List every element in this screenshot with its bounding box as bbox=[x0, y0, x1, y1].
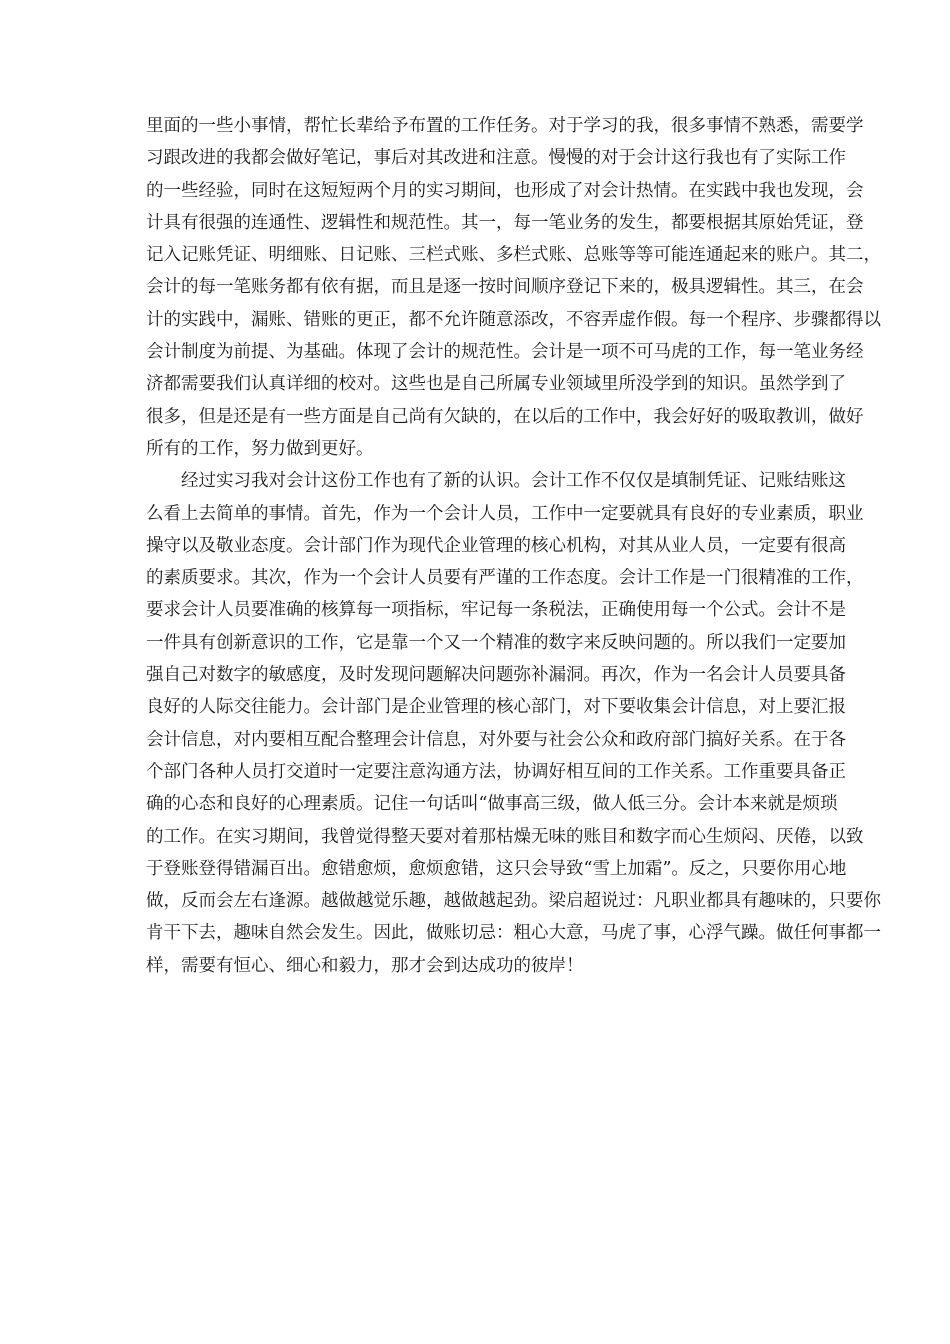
document-page bbox=[146, 110, 881, 982]
text-line: 计的实践中，漏账、错账的更正，都不允许随意添改，不容弄虚作假。每一个程序、步骤都得以 bbox=[146, 309, 881, 330]
text-line: 的工作。在实习期间，我曾觉得整天要对着那枯燥无味的账目和数字而心生烦闷、厌倦，以致 bbox=[146, 826, 864, 847]
text-line: 肯干下去，趣味自然会发生。因此，做账切忌：粗心大意，马虎了事，心浮气躁。做任何事都一 bbox=[146, 923, 881, 944]
text-line: 计具有很强的连通性、逻辑性和规范性。其一，每一笔业务的发生，都要根据其原始凭证，登 bbox=[146, 212, 864, 233]
text-line: 确的心态和良好的心理素质。记住一句话叫“做事高三级，做人低三分。会计本来就是烦琐 bbox=[146, 794, 838, 815]
text-line: 操守以及敬业态度。会计部门作为现代企业管理的核心机构，对其从业人员，一定要有很高 bbox=[146, 535, 846, 556]
text-line: 济都需要我们认真详细的校对。这些也是自己所属专业领域里所没学到的知识。虽然学到了 bbox=[146, 374, 846, 395]
paragraph-2 bbox=[146, 465, 881, 982]
text-line: 的素质要求。其次，作为一个会计人员要有严谨的工作态度。会计工作是一门很精准的工作， bbox=[146, 568, 864, 589]
text-line: 里面的一些小事情，帮忙长辈给予布置的工作任务。对于学习的我，很多事情不熟悉，需要学 bbox=[146, 116, 864, 136]
text-line: 会计信息，对内要相互配合整理会计信息，对外要与社会公众和政府部门搞好关系。在于各 bbox=[146, 729, 846, 750]
text-line: 么看上去简单的事情。首先，作为一个会计人员，工作中一定要就具有良好的专业素质，职业 bbox=[146, 503, 864, 524]
text-line: 习跟改进的我都会做好笔记，事后对其改进和注意。慢慢的对于会计这行我也有了实际工作 bbox=[146, 148, 846, 169]
text-line: 一件具有创新意识的工作，它是靠一个又一个精准的数字来反映问题的。所以我们一定要加 bbox=[146, 632, 846, 653]
text-line: 记入记账凭证、明细账、日记账、三栏式账、多栏式账、总账等等可能连通起来的账户。其二， bbox=[146, 245, 881, 266]
text-line: 做，反而会左右逢源。越做越觉乐趣，越做越起劲。梁启超说过：凡职业都具有趣味的，只要你 bbox=[146, 891, 881, 912]
text-line: 会计的每一笔账务都有依有据，而且是逐一按时间顺序登记下来的，极具逻辑性。其三，在会 bbox=[146, 277, 864, 298]
text-line: 很多，但是还是有一些方面是自己尚有欠缺的，在以后的工作中，我会好好的吸取教训，做好 bbox=[146, 406, 864, 427]
text-line: 会计制度为前提、为基础。体现了会计的规范性。会计是一项不可马虎的工作，每一笔业务经 bbox=[146, 342, 864, 363]
text-line: 经过实习我对会计这份工作也有了新的认识。会计工作不仅仅是填制凭证、记账结账这 bbox=[181, 471, 846, 492]
text-line: 强自己对数字的敏感度，及时发现问题解决问题弥补漏洞。再次，作为一名会计人员要具备 bbox=[146, 665, 846, 686]
text-line: 个部门各种人员打交道时一定要注意沟通方法，协调好相互间的工作关系。工作重要具备正 bbox=[146, 761, 846, 782]
text-line: 良好的人际交往能力。会计部门是企业管理的核心部门，对下要收集会计信息，对上要汇报 bbox=[146, 697, 846, 718]
text-line: 的一些经验，同时在这短短两个月的实习期间，也形成了对会计热情。在实践中我也发现，会 bbox=[146, 180, 864, 201]
text-line: 样，需要有恒心、细心和毅力，那才会到达成功的彼岸！ bbox=[146, 955, 584, 976]
text-line: 所有的工作，努力做到更好。 bbox=[146, 438, 374, 459]
text-line: 于登账登得错漏百出。愈错愈烦，愈烦愈错，这只会导致“雪上加霜”。反之，只要你用心地 bbox=[146, 858, 847, 879]
text-line: 要求会计人员要准确的核算每一项指标，牢记每一条税法，正确使用每一个公式。会计不是 bbox=[146, 600, 846, 621]
paragraph-1 bbox=[146, 110, 881, 465]
